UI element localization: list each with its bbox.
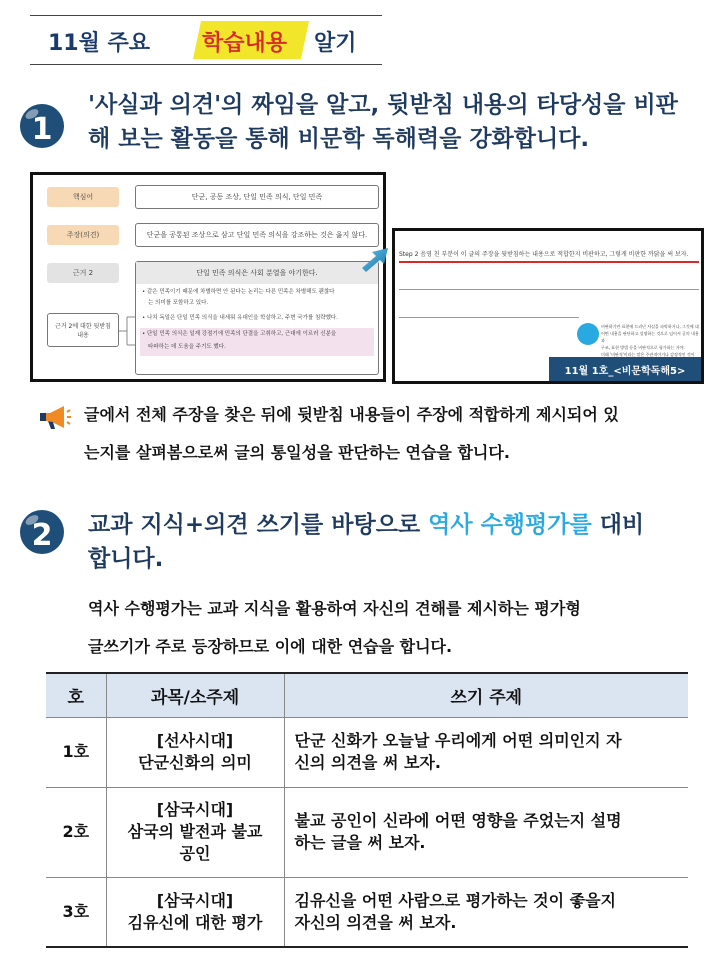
step2-underline [399,261,699,263]
section1-desc-line2: 는지를 살펴봄으로써 글의 통일성을 판단하는 연습을 합니다. [84,443,510,462]
figure-right [392,228,704,384]
section1-title [88,88,678,156]
row-no: 3호 [46,877,106,947]
answer-line-2 [399,317,579,318]
row-subject: [선사시대] 단군신화의 의미 [106,717,284,787]
megaphone-icon [38,404,72,430]
row-subject: [삼국시대] 김유신에 대한 평가 [106,877,284,947]
reason2-bullet1b: 는 의미를 포함하고 있다. [148,300,209,306]
box-reason2 [135,261,379,375]
caption-badge: 11월 1호_<비문학독해5> [549,357,701,381]
label-reason2: 근거 2 [47,263,119,283]
label-claim: 주장(의견) [47,225,119,245]
row-no: 1호 [46,717,106,787]
section2-desc [88,590,581,666]
reason2-bullet1a: • 같은 민족이기 때문에 차별하면 안 된다는 논리는 다른 민족은 차별해도 괜찮다 [142,289,335,295]
table-header-row [46,673,688,717]
arrow-icon [360,246,390,272]
table-row [46,787,688,877]
step2-text: Step 2 음영 친 부분이 이 글의 주장을 뒷받침하는 내용으로 적합한지 비판하고, 그렇게 비판한 까닭을 써 보자. [399,251,689,258]
page-header [30,15,382,65]
reason2-title: 단일 민족 의식은 사회 분열을 야기한다. [136,262,378,284]
table-row [46,877,688,947]
header-no: 호 [46,673,106,717]
header-subject: 과목/소주제 [106,673,284,717]
label-keyword: 핵심어 [47,187,119,207]
table-row [46,717,688,787]
reason2-bullet2: • 나치 독일은 단일 민족 의식을 내세워 유대인을 학살하고, 주변 국가를 침략했다. [142,315,338,321]
reason2-bullet3a: • 단일 민족 의식은 일제 강점기에 민족의 단결을 고취하고, 근대에 이르러 신분을 [142,331,337,337]
section2-desc-line2: 글쓰기가 주로 등장하므로 이에 대한 연습을 합니다. [88,637,453,656]
header-suffix: 알기 [314,31,357,56]
row-topic: 단군 신화가 오늘날 우리에게 어떤 의미인지 자 신의 의견을 써 보자. [284,717,688,787]
row-topic: 불교 공인이 신라에 어떤 영향을 주었는지 설명 하는 글을 써 보자. [284,787,688,877]
row-topic: 김유신을 어떤 사람으로 평가하는 것이 좋을지 자신의 의견을 써 보자. [284,877,688,947]
topics-table [46,672,688,948]
section2-desc-line1: 역사 수행평가는 교과 지식을 활용하여 자신의 견해를 제시하는 평가형 [88,599,581,618]
hint-text: 비판하기란 표현에 드러난 사실을 파악하거나, 그것에 대 어떤 내용을 판단하고 설명하는 것으로 넘어서 글의 내용과 구조, 표현 방법 등을 비판적으로 평가하는 거야. 미래 '비판적'이라는 말은 주관적이거나 감정적인 것이 [601,324,699,357]
row-no: 2호 [46,787,106,877]
section1-desc-line1: 글에서 전체 주장을 찾은 뒤에 뒷받침 내용들이 주장에 적합하게 제시되어 있 [84,405,619,424]
section1-title-line2: 해 보는 활동을 통해 비문학 독해력을 강화합니다. [88,126,590,152]
section2-title-accent: 역사 수행평가를 [428,512,592,538]
row-subject: [삼국시대] 삼국의 발전과 불교 공인 [106,787,284,877]
header-prefix: 11월 주요 [48,31,151,56]
section2-title [88,508,644,576]
section2-title-line1: 교과 지식+의견 쓰기를 바탕으로 역사 수행평가를 대비 [88,512,645,538]
figure-left [30,172,386,382]
section1-title-line1: '사실과 의견'의 짜임을 알고, 뒷받침 내용의 타당성을 비판 [88,92,678,118]
side-label: 근거 2에 대한 뒷받침 내용 [47,313,119,347]
bracket-connector [119,315,137,347]
answer-line-1 [399,289,699,290]
section2-number: 2 [20,510,64,554]
section2-title-line2: 합니다. [88,546,164,572]
hint-mascot-icon [577,323,599,345]
section1-desc [84,396,619,472]
reason2-bullet3b: 타파하는 데 도움을 주기도 했다. [148,344,226,350]
box-keyword: 단군, 공동 조상, 단일 민족 의식, 단일 민족 [135,185,379,209]
section1-number: 1 [20,104,64,148]
header-topic: 쓰기 주제 [284,673,688,717]
header-highlight: 학습내용 [202,31,288,56]
box-claim: 단군을 공통된 조상으로 삼고 단일 민족 의식을 강조하는 것은 옳지 않다. [135,223,379,247]
